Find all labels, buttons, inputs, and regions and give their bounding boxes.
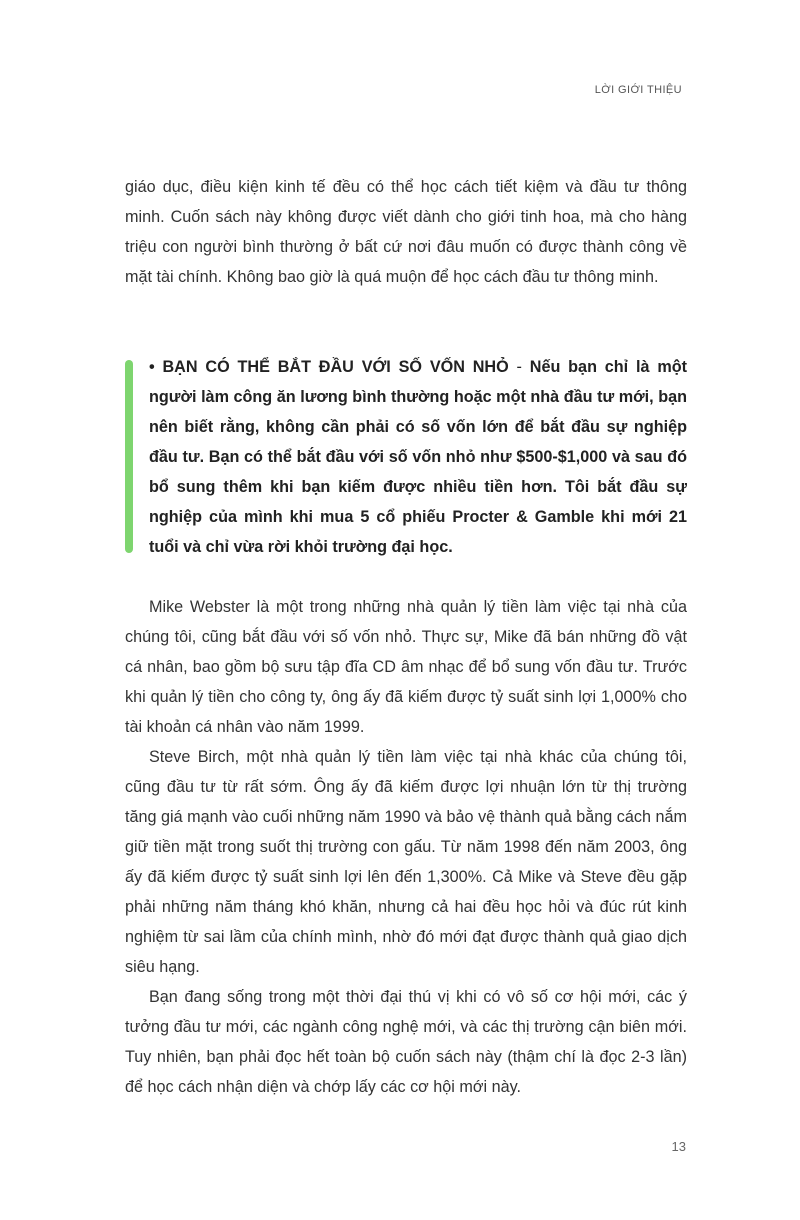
body-paragraph-opportunities: Bạn đang sống trong một thời đại thú vị khi có vô số cơ hội mới, các ý tưởng đầu tư mới, các ngành công nghệ mới, và các thị trường cận biên mới. Tuy nhiên, bạn phải đọc hết toàn bộ cuốn sách này (thậm chí là đọc 2-3 lần) để học cách nhận diện và chớp lấy các cơ hội mới này.	[125, 988, 687, 1096]
body-paragraph-steve-birch: Steve Birch, một nhà quản lý tiền làm việc tại nhà khác của chúng tôi, cũng đầu tư từ rất sớm. Ông ấy đã kiếm được lợi nhuận lớn từ thị trường tăng giá mạnh vào cuối những năm 1990 và bảo vệ thành quả bằng cách nắm giữ tiền mặt trong suốt thị trường con gấu. Từ năm 1998 đến năm 2003, ông ấy đã kiếm được tỷ suất sinh lợi lên đến 1,300%. Cả Mike và Steve đều gặp phải những năm tháng khó khăn, nhưng cả hai đều học hỏi và đúc rút kinh nghiệm từ sai lầm của chính mình, nhờ đó mới đạt được thành quả giao dịch siêu hạng.	[125, 748, 687, 976]
callout-accent-bar	[125, 360, 133, 553]
callout-separator: -	[508, 358, 530, 376]
callout-box	[125, 352, 687, 562]
callout-body: Nếu bạn chỉ là một người làm công ăn lương bình thường hoặc một nhà đầu tư mới, bạn nên biết rằng, không cần phải có số vốn lớn để bắt đầu sự nghiệp đầu tư. Bạn có thể bắt đầu với số vốn nhỏ như $500-$1,000 và sau đó bổ sung thêm khi bạn kiếm được nhiều tiền hơn. Tôi bắt đầu sự nghiệp của mình khi mua 5 cổ phiếu Procter & Gamble khi mới 21 tuổi và chỉ vừa rời khỏi trường đại học.	[149, 358, 687, 556]
body-paragraph-continuation: giáo dục, điều kiện kinh tế đều có thể học cách tiết kiệm và đầu tư thông minh. Cuốn sách này không được viết dành cho giới tinh hoa, mà cho hàng triệu con người bình thường ở bất cứ nơi đâu muốn có được thành công về mặt tài chính. Không bao giờ là quá muộn để học cách đầu tư thông minh.	[125, 178, 687, 286]
page-number: 13	[671, 1139, 686, 1154]
callout-text	[149, 352, 687, 562]
body-paragraph-mike-webster: Mike Webster là một trong những nhà quản lý tiền làm việc tại nhà của chúng tôi, cũng bắt đầu với số vốn nhỏ. Thực sự, Mike đã bán những đồ vật cá nhân, bao gồm bộ sưu tập đĩa CD âm nhạc để bổ sung vốn đầu tư. Trước khi quản lý tiền cho công ty, ông ấy đã kiếm được tỷ suất sinh lợi 1,000% cho tài khoản cá nhân vào năm 1999.	[125, 598, 687, 736]
callout-lead-heading: • BẠN CÓ THỂ BẮT ĐẦU VỚI SỐ VỐN NHỎ	[149, 358, 509, 376]
running-header-title: LỜI GIỚI THIỆU	[594, 84, 682, 96]
